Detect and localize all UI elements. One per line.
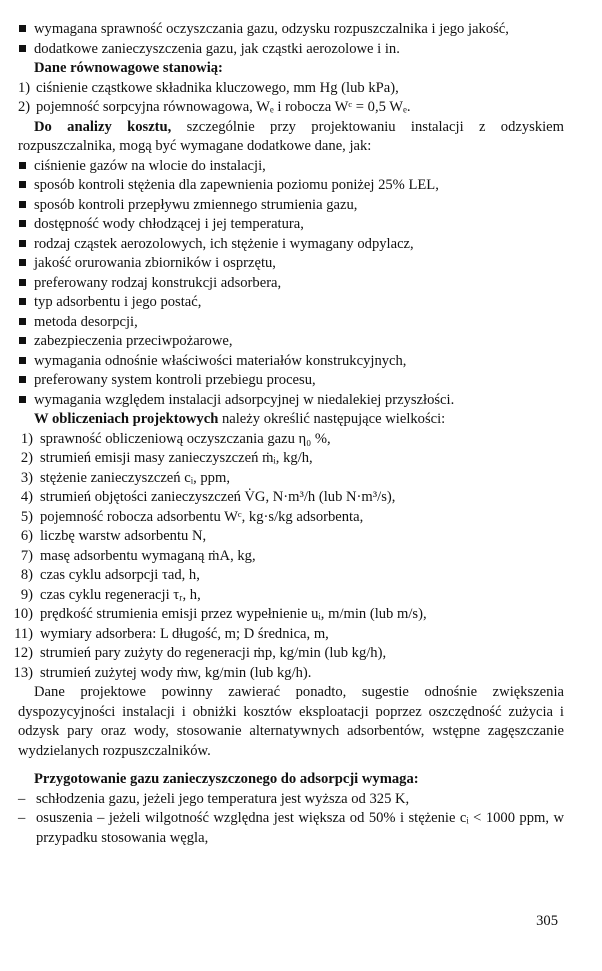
item-text: prędkość strumienia emisji przez wypełnienie uᵢ, m/min (lub m/s), <box>40 606 427 622</box>
bullet-text: metoda desorpcji, <box>34 313 138 330</box>
cost-paragraph <box>18 118 564 157</box>
bullet-text: zabezpieczenia przeciwpożarowe, <box>34 333 233 349</box>
bullet-text: jakość orurowania zbiorników i osprzętu, <box>34 255 276 271</box>
page-number: 305 <box>536 913 558 929</box>
list-item <box>18 527 564 547</box>
bullet-square-icon <box>19 240 26 247</box>
bullet-square-icon <box>19 220 26 227</box>
bullet-square-icon <box>19 357 26 364</box>
bullet-square-icon <box>19 337 26 344</box>
bullet-text: rodzaj cząstek aerozolowych, ich stężenie i wymagany odpylacz, <box>34 235 414 252</box>
item-text: ciśnienie cząstkowe składnika kluczowego, mm Hg (lub kPa), <box>36 79 399 96</box>
item-text: masę adsorbentu wymaganą ṁA, kg, <box>40 547 256 564</box>
bullet-square-icon <box>19 259 26 266</box>
list-item <box>18 391 564 411</box>
list-item <box>13 605 564 625</box>
list-item <box>18 430 564 450</box>
cost-text: szczególnie przy projektowaniu instalacji z odzyskiem rozpuszczalnika, mogą być wymagane dodatkowe dane, jak: <box>18 118 564 154</box>
section-gap <box>18 761 564 770</box>
bullet-text: wymagania odnośnie właściwości materiałów konstrukcyjnych, <box>34 352 407 369</box>
bullet-square-icon <box>19 298 26 305</box>
bullet-text: preferowany system kontroli przebiegu procesu, <box>34 372 316 388</box>
item-text: pojemność sorpcyjna równowagowa, Wₑ i robocza Wᶜ = 0,5 Wₑ. <box>36 99 411 115</box>
bullet-text: sposób kontroli przepływu zmiennego strumienia gazu, <box>34 196 358 213</box>
bullet-square-icon <box>19 201 26 208</box>
list-item <box>18 20 564 40</box>
list-item <box>18 352 564 372</box>
item-number: 4) <box>20 489 33 505</box>
list-item <box>18 157 564 177</box>
list-item <box>18 449 564 469</box>
dash-marker: – <box>18 790 26 807</box>
design-numbered-list <box>13 430 564 684</box>
item-text: strumień objętości zanieczyszczeń V̇G, N·m³/h (lub N·m³/s), <box>40 489 396 505</box>
item-text: wymiary adsorbera: L długość, m; D średnica, m, <box>40 625 329 642</box>
bullet-text: ciśnienie gazów na wlocie do instalacji, <box>34 157 266 174</box>
list-item <box>18 274 564 294</box>
list-item <box>18 488 564 508</box>
bullet-square-icon <box>19 318 26 325</box>
document-page <box>13 20 564 848</box>
list-item <box>18 176 564 196</box>
cost-bullet-list <box>18 157 564 411</box>
list-item <box>18 809 564 848</box>
bullet-square-icon <box>19 376 26 383</box>
item-number: 10) <box>13 606 33 622</box>
list-item <box>13 644 564 664</box>
list-item <box>18 215 564 235</box>
list-item <box>18 790 564 810</box>
bullet-square-icon <box>19 279 26 286</box>
list-item <box>18 98 564 118</box>
list-item <box>18 371 564 391</box>
design-paragraph <box>18 410 564 430</box>
item-number: 2) <box>18 99 31 115</box>
preparation-heading: Przygotowanie gazu zanieczyszczonego do adsorpcji wymaga: <box>34 771 419 787</box>
item-number: 11) <box>14 625 33 642</box>
bullet-text: dostępność wody chłodzącej i jej temperatura, <box>34 216 304 232</box>
item-number: 2) <box>20 450 33 466</box>
item-number: 13) <box>13 664 33 681</box>
item-number: 1) <box>18 79 31 96</box>
cost-lead: Do analizy kosztu, <box>34 118 172 135</box>
bullet-text: wymagania względem instalacji adsorpcyjnej w niedalekiej przyszłości. <box>34 391 455 408</box>
item-text: strumień zużytej wody ṁw, kg/min (lub kg/h). <box>40 664 312 681</box>
item-text: schłodzenia gazu, jeżeli jego temperatura jest wyższa od 325 K, <box>36 790 410 807</box>
design-text: należy określić następujące wielkości: <box>218 411 446 427</box>
item-text: czas cyklu regeneracji τᵣ, h, <box>40 586 201 603</box>
list-item <box>18 293 564 313</box>
item-number: 7) <box>20 547 33 564</box>
item-text: stężenie zanieczyszczeń cᵢ, ppm, <box>40 469 230 486</box>
list-item <box>14 625 564 645</box>
item-number: 12) <box>13 645 33 661</box>
item-text: czas cyklu adsorpcji τad, h, <box>40 567 200 583</box>
list-item <box>18 332 564 352</box>
design-lead: W obliczeniach projektowych <box>34 411 219 427</box>
item-number: 6) <box>20 528 33 544</box>
list-item <box>13 664 564 684</box>
list-item <box>18 508 564 528</box>
item-text: strumień pary zużyty do regeneracji ṁp, kg/min (lub kg/h), <box>40 645 387 661</box>
list-item <box>18 586 564 606</box>
item-number: 9) <box>20 586 33 603</box>
item-text: strumień emisji masy zanieczyszczeń ṁᵢ, kg/h, <box>40 450 313 466</box>
item-number: 3) <box>20 469 33 486</box>
intro-bullet-text: wymagana sprawność oczyszczania gazu, odzysku rozpuszczalnika i jego jakość, <box>34 21 509 37</box>
item-text: osuszenia – jeżeli wilgotność względna jest większa od 50% i stężenie cᵢ < 1000 ppm, w przypadku stosowania węgla, <box>36 810 564 846</box>
bullet-text: sposób kontroli stężenia dla zapewnienia poziomu poniżej 25% LEL, <box>34 177 439 193</box>
bullet-square-icon <box>19 162 26 169</box>
list-item <box>18 469 564 489</box>
bullet-text: preferowany rodzaj konstrukcji adsorbera, <box>34 274 282 291</box>
list-item <box>18 40 564 60</box>
bullet-square-icon <box>19 45 26 52</box>
item-number: 8) <box>20 567 33 583</box>
bullet-text: typ adsorbentu i jego postać, <box>34 294 202 310</box>
list-item <box>18 79 564 99</box>
bullet-square-icon <box>19 25 26 32</box>
list-item <box>18 254 564 274</box>
list-item <box>18 547 564 567</box>
item-text: pojemność robocza adsorbentu Wᶜ, kg·s/kg adsorbenta, <box>40 508 364 525</box>
intro-bullet-text: dodatkowe zanieczyszczenia gazu, jak cząstki aerozolowe i in. <box>34 40 400 57</box>
closing-paragraph: Dane projektowe powinny zawierać ponadto, sugestie odnośnie zwiększenia dyspozycyjności instalacji i obniżki kosztów eksploatacji poprzez oszczędność zużycia i odzysk pary oraz wody, stosowanie alternatywnych adsorbentów, wstępne zagęszczanie wydzielanych rozpuszczalników. <box>18 684 564 759</box>
item-number: 1) <box>20 430 33 447</box>
bullet-square-icon <box>19 396 26 403</box>
item-text: liczbę warstw adsorbentu N, <box>40 528 207 544</box>
equilibrium-heading: Dane równowagowe stanowią: <box>34 60 223 76</box>
list-item <box>18 235 564 255</box>
item-number: 5) <box>20 508 33 525</box>
list-item <box>18 313 564 333</box>
bullet-square-icon <box>19 181 26 188</box>
list-item <box>18 566 564 586</box>
list-item <box>18 196 564 216</box>
item-text: sprawność obliczeniową oczyszczania gazu η₀ %, <box>40 430 331 447</box>
dash-marker: – <box>18 810 26 826</box>
